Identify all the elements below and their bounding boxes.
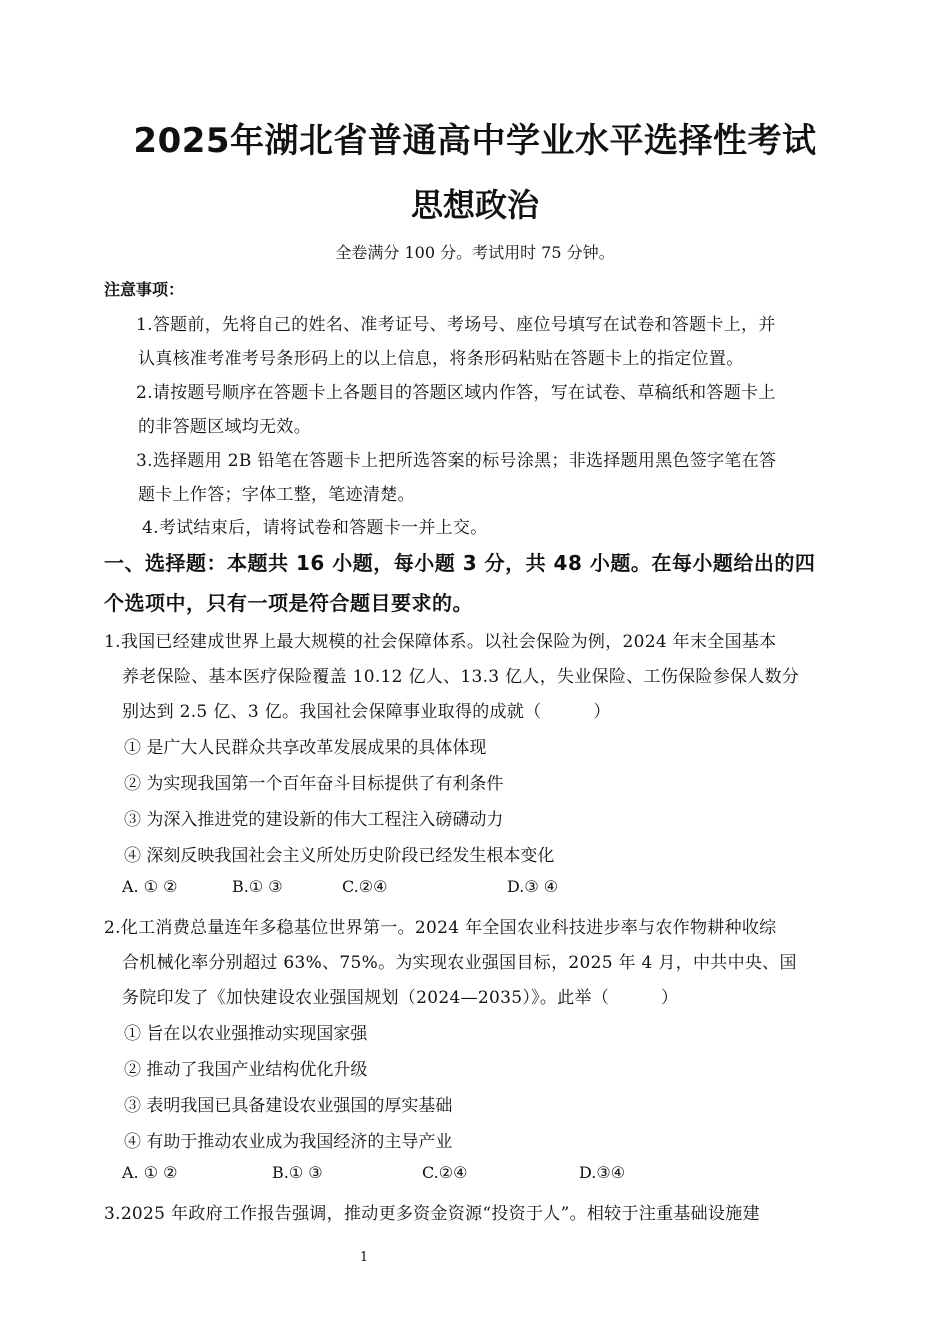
notice-line: 1.答题前，先将自己的姓名、准考证号、考场号、座位号填写在试卷和答题卡上，并 bbox=[136, 315, 776, 335]
question-1-text: 养老保险、基本医疗保险覆盖 10.12 亿人、13.3 亿人，失业保险、工伤保险参保人数分 bbox=[122, 667, 800, 687]
question-2-statement: ③ 表明我国已具备建设农业强国的厚实基础 bbox=[124, 1096, 453, 1116]
question-2-statement: ④ 有助于推动农业成为我国经济的主导产业 bbox=[124, 1132, 453, 1152]
question-1-statement: ① 是广大人民群众共享改革发展成果的具体体现 bbox=[124, 738, 487, 758]
question-3-text: 3.2025 年政府工作报告强调，推动更多资金资源“投资于人”。相较于注重基础设施建 bbox=[104, 1204, 760, 1224]
notice-line: 题卡上作答；字体工整，笔迹清楚。 bbox=[138, 485, 415, 505]
question-1-statement: ④ 深刻反映我国社会主义所处历史阶段已经发生根本变化 bbox=[124, 846, 555, 866]
question-1-choice-c: C.②④ bbox=[342, 877, 388, 896]
exam-info: 全卷满分 100 分。考试用时 75 分钟。 bbox=[335, 243, 615, 262]
question-2-statement: ② 推动了我国产业结构优化升级 bbox=[124, 1060, 368, 1080]
question-1-text: 别达到 2.5 亿、3 亿。我国社会保障事业取得的成就（ ） bbox=[122, 702, 611, 722]
question-1-statement: ③ 为深入推进党的建设新的伟大工程注入磅礴动力 bbox=[124, 810, 504, 830]
page-number: 1 bbox=[359, 1250, 369, 1265]
notice-line: 认真核准考准考号条形码上的以上信息，将条形码粘贴在答题卡上的指定位置。 bbox=[138, 349, 744, 369]
section-heading: 一、选择题：本题共 16 小题，每小题 3 分，共 48 小题。在每小题给出的四 bbox=[104, 551, 816, 575]
question-2-text: 务院印发了《加快建设农业强国规划（2024—2035）》。此举（ ） bbox=[122, 988, 679, 1008]
question-1-choice-d: D.③ ④ bbox=[507, 877, 559, 896]
question-1-text: 1.我国已经建成世界上最大规模的社会保障体系。以社会保险为例，2024 年末全国基本 bbox=[104, 632, 777, 652]
question-2-choice-c: C.②④ bbox=[422, 1163, 468, 1182]
question-2-choice-b: B.① ③ bbox=[272, 1163, 323, 1182]
notice-heading: 注意事项： bbox=[104, 280, 185, 299]
question-2-statement: ① 旨在以农业强推动实现国家强 bbox=[124, 1024, 368, 1044]
question-1-choice-a: A. ① ② bbox=[122, 877, 178, 896]
question-2-choice-a: A. ① ② bbox=[122, 1163, 178, 1182]
notice-line: 3.选择题用 2B 铅笔在答题卡上把所选答案的标号涂黑；非选择题用黑色签字笔在答 bbox=[136, 451, 777, 471]
question-1-statement: ② 为实现我国第一个百年奋斗目标提供了有利条件 bbox=[124, 774, 504, 794]
notice-line: 2.请按题号顺序在答题卡上各题目的答题区域内作答，写在试卷、草稿纸和答题卡上 bbox=[136, 383, 776, 403]
subject-title: 思想政治 bbox=[410, 186, 539, 224]
section-heading: 个选项中，只有一项是符合题目要求的。 bbox=[104, 591, 473, 615]
question-2-text: 合机械化率分别超过 63%、75%。为实现农业强国目标，2025 年 4 月，中共中央、国 bbox=[122, 953, 797, 973]
notice-line: 的非答题区域均无效。 bbox=[138, 417, 311, 437]
exam-title: 2025年湖北省普通高中学业水平选择性考试 bbox=[133, 121, 817, 161]
question-2-text: 2.化工消费总量连年多稳基位世界第一。2024 年全国农业科技进步率与农作物耕种收综 bbox=[104, 918, 777, 938]
notice-line: 4.考试结束后，请将试卷和答题卡一并上交。 bbox=[142, 518, 488, 538]
question-1-choice-b: B.① ③ bbox=[232, 877, 283, 896]
question-2-choice-d: D.③④ bbox=[579, 1163, 626, 1182]
